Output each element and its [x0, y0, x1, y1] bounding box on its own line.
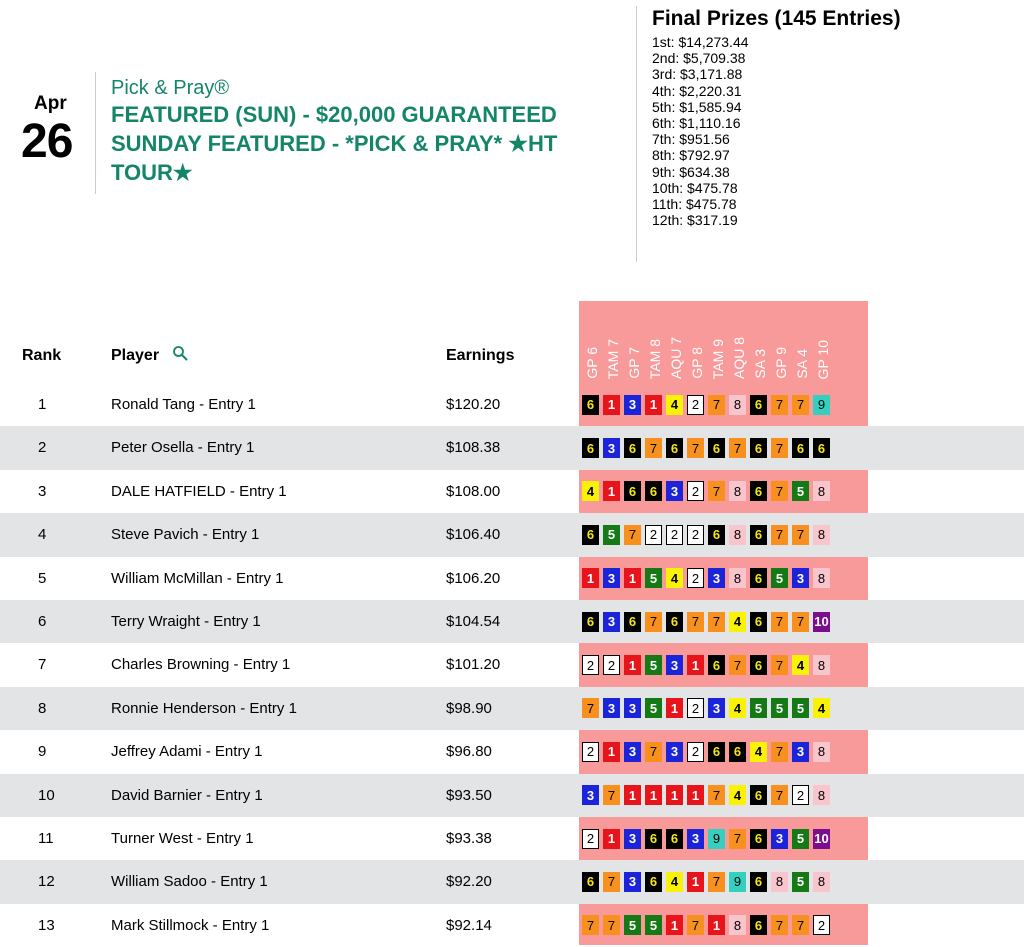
pick-badge: 2	[582, 829, 599, 849]
race-header-label: SA 4	[794, 349, 810, 379]
table-row[interactable]	[0, 904, 1024, 947]
picks-strip	[579, 383, 868, 426]
picks-strip	[579, 643, 868, 686]
pick-badge: 5	[645, 655, 662, 675]
race-header	[603, 299, 624, 379]
pick-badge: 3	[666, 742, 683, 762]
table-row[interactable]	[0, 426, 1024, 469]
pick-badge: 4	[813, 698, 830, 718]
rank-cell: 7	[38, 656, 47, 674]
table-row[interactable]	[0, 643, 1024, 686]
search-icon[interactable]	[172, 345, 188, 361]
pick-badge: 6	[708, 438, 725, 458]
race-headers	[579, 301, 868, 381]
rank-cell: 2	[38, 439, 47, 457]
player-cell[interactable]: Steve Pavich - Entry 1	[111, 526, 260, 544]
pick-badge: 6	[624, 438, 641, 458]
pick-badge: 6	[750, 915, 767, 935]
pick-badge: 1	[603, 742, 620, 762]
pick-badge: 7	[771, 481, 788, 501]
date-day: 26	[21, 115, 73, 168]
pick-badge: 2	[582, 742, 599, 762]
earnings-cell: $98.90	[446, 699, 492, 717]
rank-cell: 4	[38, 526, 47, 544]
pick-badge: 6	[708, 742, 725, 762]
pick-badge: 4	[729, 612, 746, 632]
pick-badge: 4	[729, 698, 746, 718]
race-header	[792, 299, 813, 379]
earnings-cell: $101.20	[446, 656, 501, 674]
pick-badge: 5	[792, 829, 809, 849]
pick-badge: 3	[624, 698, 641, 718]
pick-badge: 7	[771, 742, 788, 762]
pick-badge: 8	[813, 655, 830, 675]
pick-badge: 7	[582, 698, 599, 718]
pick-badge: 2	[687, 698, 704, 718]
pick-badge: 1	[624, 568, 641, 588]
prize-item: 1st: $14,273.44	[652, 34, 749, 50]
pick-badge: 6	[729, 742, 746, 762]
player-cell[interactable]: Mark Stillmock - Entry 1	[111, 916, 270, 934]
race-header-label: TAM 8	[647, 338, 663, 379]
table-row[interactable]	[0, 600, 1024, 643]
pick-badge: 8	[813, 525, 830, 545]
pick-badge: 2	[687, 481, 704, 501]
pick-badge: 1	[666, 785, 683, 805]
rank-cell: 5	[38, 569, 47, 587]
pick-badge: 3	[624, 872, 641, 892]
pick-badge: 3	[666, 655, 683, 675]
pick-badge: 6	[792, 438, 809, 458]
table-row[interactable]	[0, 470, 1024, 513]
player-cell[interactable]: Peter Osella - Entry 1	[111, 439, 255, 457]
pick-badge: 7	[771, 525, 788, 545]
pick-badge: 1	[624, 655, 641, 675]
pick-badge: 8	[813, 872, 830, 892]
player-cell[interactable]: Turner West - Entry 1	[111, 829, 254, 847]
prize-item: 8th: $792.97	[652, 147, 730, 164]
pick-badge: 7	[708, 481, 725, 501]
event-name: Pick & Pray®	[111, 77, 230, 99]
pick-badge: 3	[792, 568, 809, 588]
prize-title: Final Prizes (145 Entries)	[652, 7, 901, 30]
race-header	[645, 299, 666, 379]
earnings-cell: $108.38	[446, 439, 501, 457]
pick-badge: 4	[666, 568, 683, 588]
pick-badge: 1	[624, 785, 641, 805]
pick-badge: 8	[729, 568, 746, 588]
player-cell[interactable]: Ronald Tang - Entry 1	[111, 396, 256, 413]
pick-badge: 6	[582, 395, 599, 415]
rank-cell: 13	[38, 916, 55, 934]
pick-badge: 7	[603, 915, 620, 935]
earnings-cell: $106.20	[446, 569, 501, 587]
picks-strip	[579, 687, 868, 730]
pick-badge: 3	[603, 568, 620, 588]
pick-badge: 7	[792, 612, 809, 632]
pick-badge: 6	[666, 829, 683, 849]
picks-strip	[579, 426, 868, 469]
pick-badge: 8	[729, 481, 746, 501]
pick-badge: 1	[666, 698, 683, 718]
pick-badge: 2	[645, 525, 662, 545]
pick-badge: 5	[645, 915, 662, 935]
pick-badge: 6	[750, 612, 767, 632]
pick-badge: 1	[687, 872, 704, 892]
pick-badge: 7	[771, 785, 788, 805]
pick-badge: 6	[708, 525, 725, 545]
earnings-cell: $93.38	[446, 829, 492, 847]
race-header	[687, 299, 708, 379]
picks-strip	[579, 860, 868, 903]
player-cell[interactable]: Terry Wraight - Entry 1	[111, 612, 261, 630]
picks-strip	[579, 904, 868, 947]
pick-badge: 7	[645, 612, 662, 632]
pick-badge: 5	[792, 698, 809, 718]
prize-item: 3rd: $3,171.88	[652, 66, 743, 83]
pick-badge: 6	[666, 612, 683, 632]
pick-badge: 6	[624, 481, 641, 501]
earnings-cell: $120.20	[446, 396, 501, 413]
pick-badge: 6	[750, 872, 767, 892]
table-row[interactable]	[0, 513, 1024, 556]
pick-badge: 1	[687, 785, 704, 805]
pick-badge: 5	[624, 915, 641, 935]
pick-badge: 3	[687, 829, 704, 849]
leaderboard-rows	[0, 383, 1024, 947]
race-header	[729, 299, 750, 379]
pick-badge: 2	[666, 525, 683, 545]
prize-divider	[636, 6, 637, 262]
prize-item: 7th: $951.56	[652, 131, 730, 148]
prize-item: 10th: $475.78	[652, 179, 738, 196]
race-header-label: GP 9	[773, 347, 789, 379]
prize-item: 2nd: $5,709.38	[652, 50, 746, 67]
race-header	[582, 299, 603, 379]
rank-cell: 6	[38, 612, 47, 630]
picks-strip	[579, 730, 868, 773]
pick-badge: 1	[645, 395, 662, 415]
pick-badge: 3	[666, 481, 683, 501]
pick-badge: 7	[708, 872, 725, 892]
rank-cell: 11	[38, 829, 54, 847]
race-header-label: SA 3	[752, 349, 768, 379]
race-header-label: GP 7	[626, 347, 642, 379]
pick-badge: 7	[603, 785, 620, 805]
pick-badge: 2	[792, 785, 809, 805]
prize-item: 5th: $1,585.94	[652, 98, 742, 115]
race-header	[813, 299, 834, 379]
pick-badge: 7	[771, 915, 788, 935]
pick-badge: 8	[729, 525, 746, 545]
earnings-cell: $92.14	[446, 916, 492, 934]
pick-badge: 7	[582, 915, 599, 935]
pick-badge: 7	[792, 395, 809, 415]
race-header-label: GP 8	[689, 347, 705, 379]
picks-strip	[579, 513, 868, 556]
pick-badge: 2	[687, 742, 704, 762]
pick-badge: 3	[708, 568, 725, 588]
pick-badge: 1	[603, 481, 620, 501]
prize-list	[652, 34, 749, 228]
table-row[interactable]	[0, 774, 1024, 817]
pick-badge: 7	[645, 742, 662, 762]
rank-cell: 10	[38, 786, 55, 804]
pick-badge: 6	[750, 568, 767, 588]
player-cell[interactable]: Charles Browning - Entry 1	[111, 656, 291, 674]
earnings-cell: $92.20	[446, 873, 492, 891]
rank-cell: 9	[38, 743, 47, 761]
prize-item: 6th: $1,110.16	[652, 115, 741, 132]
pick-badge: 7	[792, 915, 809, 935]
pick-badge: 1	[666, 915, 683, 935]
pick-badge: 4	[729, 785, 746, 805]
pick-badge: 8	[729, 915, 746, 935]
event-title: FEATURED (SUN) - $20,000 GUARANTEED SUNDAY FEATURED - *PICK & PRAY* ★HT TOUR★	[111, 102, 558, 185]
prize-item: 12th: $317.19	[652, 212, 738, 229]
pick-badge: 6	[624, 612, 641, 632]
pick-badge: 9	[729, 872, 746, 892]
pick-badge: 7	[771, 612, 788, 632]
pick-badge: 1	[645, 785, 662, 805]
race-header	[771, 299, 792, 379]
picks-strip	[579, 557, 868, 600]
pick-badge: 8	[813, 481, 830, 501]
earnings-header: Earnings	[446, 347, 515, 364]
pick-badge: 9	[708, 829, 725, 849]
pick-badge: 5	[771, 698, 788, 718]
player-cell[interactable]: David Barnier - Entry 1	[111, 786, 263, 804]
race-header	[666, 299, 687, 379]
pick-badge: 6	[813, 438, 830, 458]
earnings-cell: $104.54	[446, 612, 501, 630]
pick-badge: 7	[729, 438, 746, 458]
pick-badge: 6	[750, 395, 767, 415]
pick-badge: 3	[582, 785, 599, 805]
player-cell[interactable]: Ronnie Henderson - Entry 1	[111, 699, 297, 717]
pick-badge: 6	[750, 785, 767, 805]
pick-badge: 6	[750, 438, 767, 458]
pick-badge: 1	[603, 829, 620, 849]
picks-strip	[579, 470, 868, 513]
pick-badge: 7	[624, 525, 641, 545]
pick-badge: 6	[750, 655, 767, 675]
pick-badge: 5	[771, 568, 788, 588]
pick-badge: 8	[813, 785, 830, 805]
pick-badge: 7	[729, 655, 746, 675]
prize-item: 11th: $475.78	[652, 196, 737, 213]
pick-badge: 4	[666, 872, 683, 892]
player-header[interactable]: Player	[111, 347, 160, 364]
race-header-label: TAM 7	[605, 338, 621, 379]
picks-strip	[579, 817, 868, 860]
race-header	[708, 299, 729, 379]
pick-badge: 6	[666, 438, 683, 458]
rank-cell: 1	[38, 396, 47, 413]
pick-badge: 3	[792, 742, 809, 762]
pick-badge: 7	[792, 525, 809, 545]
pick-badge: 1	[582, 568, 599, 588]
pick-badge: 4	[582, 481, 599, 501]
pick-badge: 7	[771, 655, 788, 675]
player-cell[interactable]: Jeffrey Adami - Entry 1	[111, 743, 263, 761]
race-header	[624, 299, 645, 379]
pick-badge: 2	[603, 655, 620, 675]
pick-badge: 10	[813, 612, 830, 632]
race-header-label: AQU 7	[668, 336, 684, 379]
rank-header: Rank	[22, 347, 62, 364]
picks-strip	[579, 774, 868, 817]
earnings-cell: $96.80	[446, 743, 492, 761]
pick-badge: 3	[624, 395, 641, 415]
pick-badge: 5	[750, 698, 767, 718]
prize-item: 9th: $634.38	[652, 163, 730, 180]
table-row[interactable]	[0, 817, 1024, 860]
pick-badge: 7	[708, 395, 725, 415]
pick-badge: 3	[624, 742, 641, 762]
pick-badge: 6	[645, 829, 662, 849]
pick-badge: 3	[624, 829, 641, 849]
pick-badge: 5	[792, 872, 809, 892]
earnings-cell: $93.50	[446, 786, 492, 804]
table-row[interactable]	[0, 730, 1024, 773]
pick-badge: 1	[603, 395, 620, 415]
pick-badge: 6	[708, 655, 725, 675]
pick-badge: 6	[582, 612, 599, 632]
pick-badge: 7	[708, 785, 725, 805]
date-month: Apr	[34, 93, 67, 114]
pick-badge: 3	[603, 698, 620, 718]
pick-badge: 7	[729, 829, 746, 849]
player-cell[interactable]: William McMillan - Entry 1	[111, 569, 284, 587]
pick-badge: 7	[687, 915, 704, 935]
pick-badge: 6	[645, 872, 662, 892]
pick-badge: 10	[813, 829, 830, 849]
pick-badge: 6	[582, 438, 599, 458]
table-row[interactable]	[0, 687, 1024, 730]
race-header	[750, 299, 771, 379]
pick-badge: 7	[687, 438, 704, 458]
pick-badge: 3	[708, 698, 725, 718]
player-cell[interactable]: William Sadoo - Entry 1	[111, 873, 268, 891]
pick-badge: 3	[603, 438, 620, 458]
pick-badge: 8	[771, 872, 788, 892]
pick-badge: 4	[666, 395, 683, 415]
pick-badge: 6	[750, 481, 767, 501]
pick-badge: 6	[645, 481, 662, 501]
race-header-label: AQU 8	[731, 336, 747, 379]
table-row[interactable]	[0, 557, 1024, 600]
pick-badge: 7	[603, 872, 620, 892]
race-header-label: TAM 9	[710, 338, 726, 379]
rank-cell: 8	[38, 699, 47, 717]
prize-item: 4th: $2,220.31	[652, 82, 742, 99]
pick-badge: 6	[582, 525, 599, 545]
pick-badge: 5	[645, 698, 662, 718]
player-cell[interactable]: DALE HATFIELD - Entry 1	[111, 482, 287, 500]
pick-badge: 8	[813, 568, 830, 588]
rank-cell: 3	[38, 482, 47, 500]
pick-badge: 5	[603, 525, 620, 545]
pick-badge: 6	[750, 829, 767, 849]
picks-strip	[579, 600, 868, 643]
race-header-label: GP 6	[584, 347, 600, 379]
pick-badge: 5	[792, 481, 809, 501]
pick-badge: 1	[687, 655, 704, 675]
race-header-label: GP 10	[815, 339, 831, 379]
pick-badge: 5	[645, 568, 662, 588]
pick-badge: 7	[708, 612, 725, 632]
pick-badge: 1	[708, 915, 725, 935]
date-divider	[95, 72, 96, 194]
pick-badge: 7	[771, 395, 788, 415]
pick-badge: 8	[729, 395, 746, 415]
pick-badge: 9	[813, 395, 830, 415]
pick-badge: 3	[603, 612, 620, 632]
pick-badge: 3	[771, 829, 788, 849]
pick-badge: 2	[687, 395, 704, 415]
table-row[interactable]	[0, 860, 1024, 903]
table-row[interactable]	[0, 383, 1024, 426]
pick-badge: 2	[813, 915, 830, 935]
rank-cell: 12	[38, 873, 55, 891]
pick-badge: 7	[687, 612, 704, 632]
pick-badge: 4	[792, 655, 809, 675]
earnings-cell: $108.00	[446, 482, 501, 500]
pick-badge: 7	[771, 438, 788, 458]
pick-badge: 2	[687, 568, 704, 588]
pick-badge: 2	[687, 525, 704, 545]
pick-badge: 6	[582, 872, 599, 892]
pick-badge: 7	[645, 438, 662, 458]
pick-badge: 4	[750, 742, 767, 762]
pick-badge: 6	[750, 525, 767, 545]
pick-badge: 8	[813, 742, 830, 762]
pick-badge: 2	[582, 655, 599, 675]
earnings-cell: $106.40	[446, 526, 501, 544]
